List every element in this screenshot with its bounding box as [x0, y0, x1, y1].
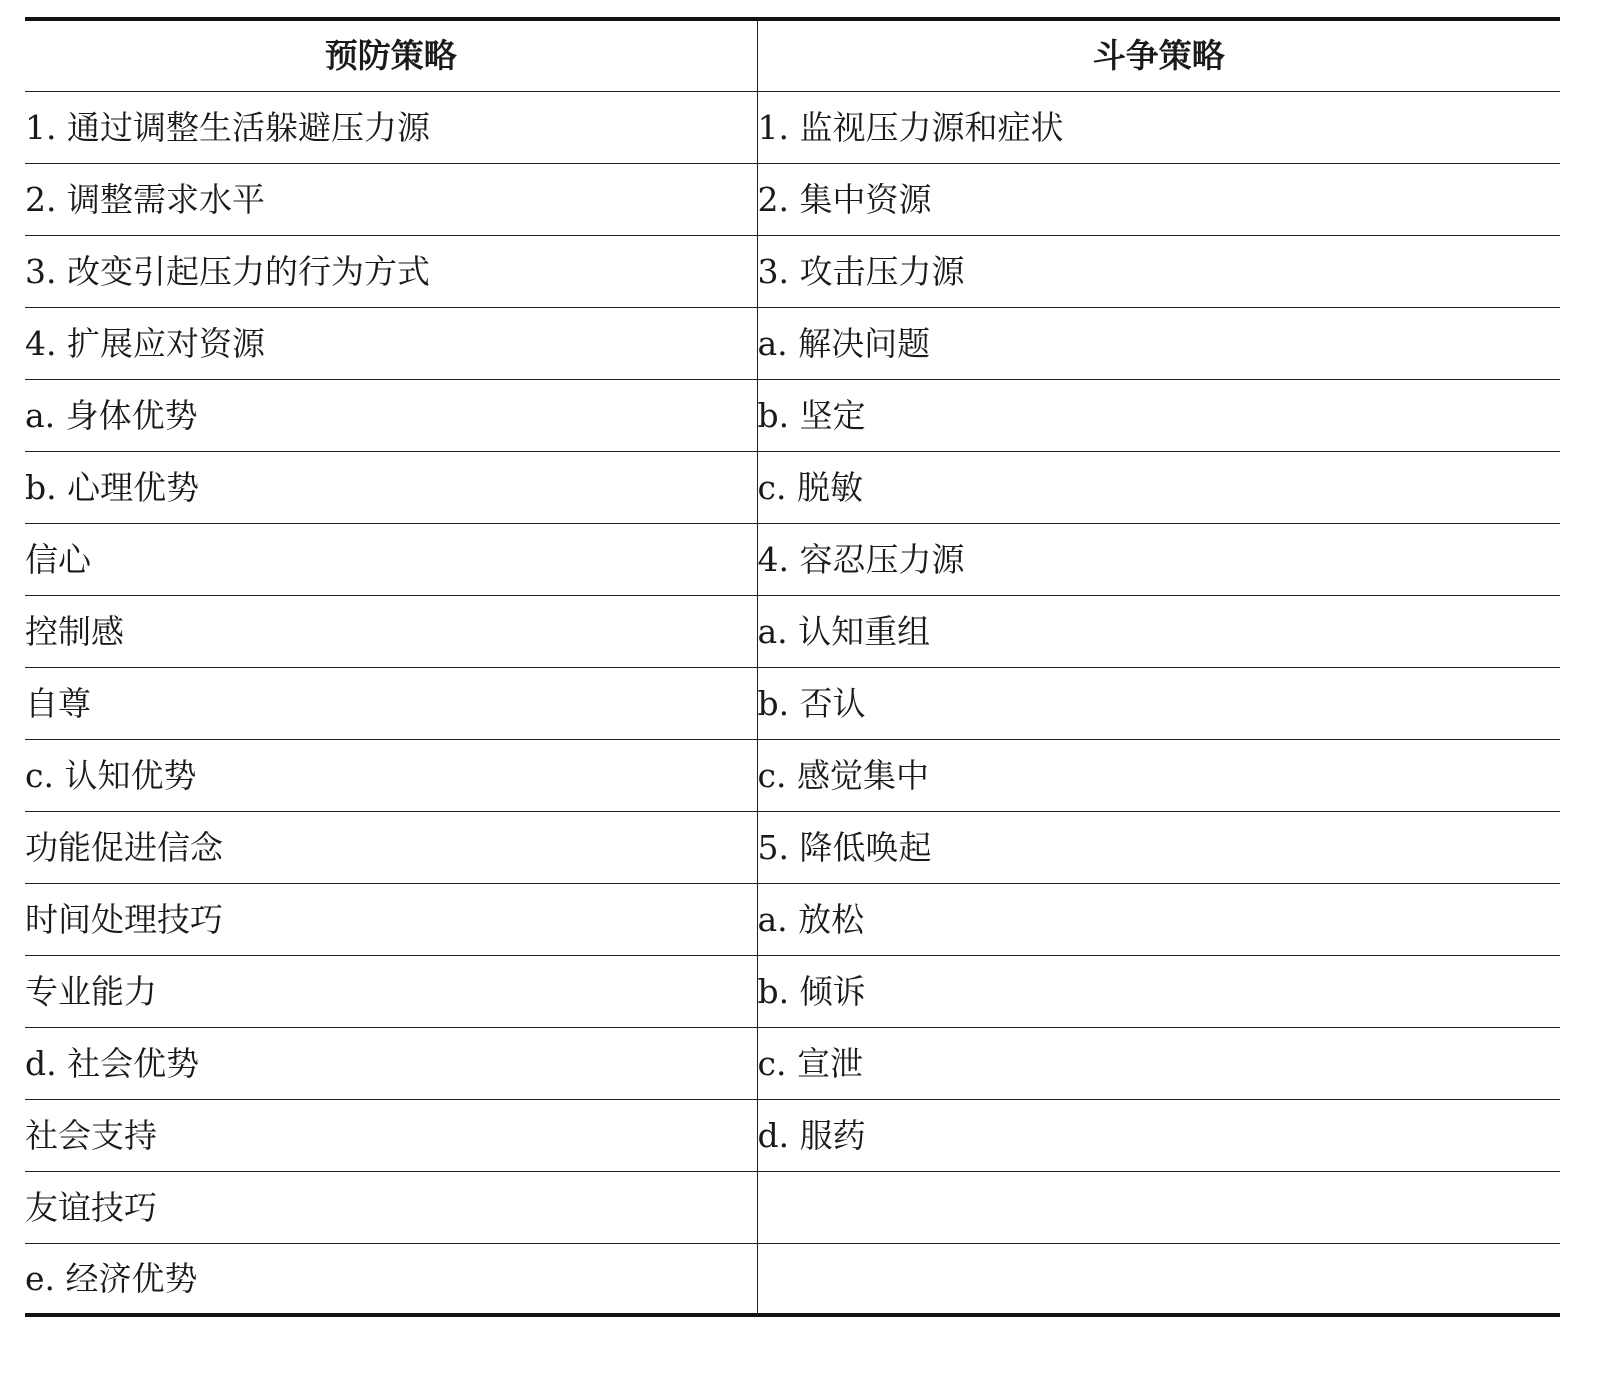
cell-text: 4. 容忍压力源 — [757, 539, 965, 579]
table-cell — [25, 523, 757, 595]
cell-text: 友谊技巧 — [25, 1187, 157, 1227]
cell-text: 信心 — [25, 539, 91, 579]
table-cell — [757, 91, 1560, 163]
table-cell — [757, 883, 1560, 955]
cell-text: d. 服药 — [757, 1115, 866, 1155]
table-cell — [25, 811, 757, 883]
table-cell — [757, 739, 1560, 811]
table-row — [25, 1243, 1560, 1315]
cell-text: 社会支持 — [25, 1115, 157, 1155]
cell-text: c. 认知优势 — [25, 755, 197, 795]
table-cell — [25, 883, 757, 955]
cell-text: c. 感觉集中 — [757, 755, 929, 795]
table-cell — [25, 1027, 757, 1099]
cell-text: 3. 攻击压力源 — [757, 251, 965, 291]
table-cell — [25, 1171, 757, 1243]
table-row — [25, 1171, 1560, 1243]
table-cell — [25, 451, 757, 523]
header-row — [25, 19, 1560, 91]
cell-text: 功能促进信念 — [25, 827, 223, 867]
cell-text: 1. 监视压力源和症状 — [757, 107, 1064, 147]
table-row — [25, 91, 1560, 163]
table-cell — [757, 1099, 1560, 1171]
table-row — [25, 883, 1560, 955]
table-cell — [25, 379, 757, 451]
cell-text: e. 经济优势 — [25, 1258, 198, 1298]
table-cell — [25, 307, 757, 379]
table-row — [25, 235, 1560, 307]
cell-text: d. 社会优势 — [25, 1043, 200, 1083]
cell-text: a. 认知重组 — [757, 611, 931, 651]
cell-text: a. 放松 — [757, 899, 865, 939]
table-row — [25, 955, 1560, 1027]
cell-text: b. 心理优势 — [25, 467, 200, 507]
strategy-table — [25, 17, 1560, 1317]
table-cell — [25, 91, 757, 163]
cell-text: 自尊 — [25, 683, 91, 723]
cell-text: a. 解决问题 — [757, 323, 931, 363]
table-cell — [25, 739, 757, 811]
table-row — [25, 523, 1560, 595]
table-cell — [757, 379, 1560, 451]
cell-text: c. 脱敏 — [757, 467, 863, 507]
cell-text: 2. 集中资源 — [757, 179, 932, 219]
cell-text: b. 否认 — [757, 683, 866, 723]
cell-text: b. 坚定 — [757, 395, 866, 435]
cell-text: 2. 调整需求水平 — [25, 179, 265, 219]
table-row — [25, 379, 1560, 451]
cell-text: 时间处理技巧 — [25, 899, 223, 939]
table-cell — [757, 1171, 1560, 1243]
cell-text: 5. 降低唤起 — [757, 827, 932, 867]
table-cell — [757, 1243, 1560, 1315]
table-row — [25, 451, 1560, 523]
table-cell — [757, 523, 1560, 595]
table-cell — [757, 1027, 1560, 1099]
cell-text: 4. 扩展应对资源 — [25, 323, 265, 363]
table-cell — [757, 307, 1560, 379]
table-row — [25, 667, 1560, 739]
table-cell — [757, 667, 1560, 739]
table-cell — [757, 811, 1560, 883]
table-row — [25, 739, 1560, 811]
cell-text: 3. 改变引起压力的行为方式 — [25, 251, 430, 291]
cell-text: c. 宣泄 — [757, 1043, 863, 1083]
table-row — [25, 1027, 1560, 1099]
table-row — [25, 163, 1560, 235]
cell-text: a. 身体优势 — [25, 395, 198, 435]
table-cell — [25, 1099, 757, 1171]
table-cell — [757, 235, 1560, 307]
table-cell — [757, 163, 1560, 235]
header-prevention-strategies: 预防策略 — [25, 19, 757, 91]
table-row — [25, 595, 1560, 667]
table-cell — [757, 955, 1560, 1027]
cell-text: b. 倾诉 — [757, 971, 866, 1011]
table-cell — [25, 235, 757, 307]
cell-text: 专业能力 — [25, 971, 157, 1011]
table-cell — [757, 595, 1560, 667]
table-cell — [25, 667, 757, 739]
table-row — [25, 811, 1560, 883]
table-cell — [25, 1243, 757, 1315]
table-cell — [757, 451, 1560, 523]
cell-text: 1. 通过调整生活躲避压力源 — [25, 107, 430, 147]
table-cell — [25, 163, 757, 235]
header-coping-strategies: 斗争策略 — [757, 19, 1560, 91]
table-row — [25, 307, 1560, 379]
table-cell — [25, 595, 757, 667]
table-row — [25, 1099, 1560, 1171]
cell-text: 控制感 — [25, 611, 124, 651]
table-cell — [25, 955, 757, 1027]
